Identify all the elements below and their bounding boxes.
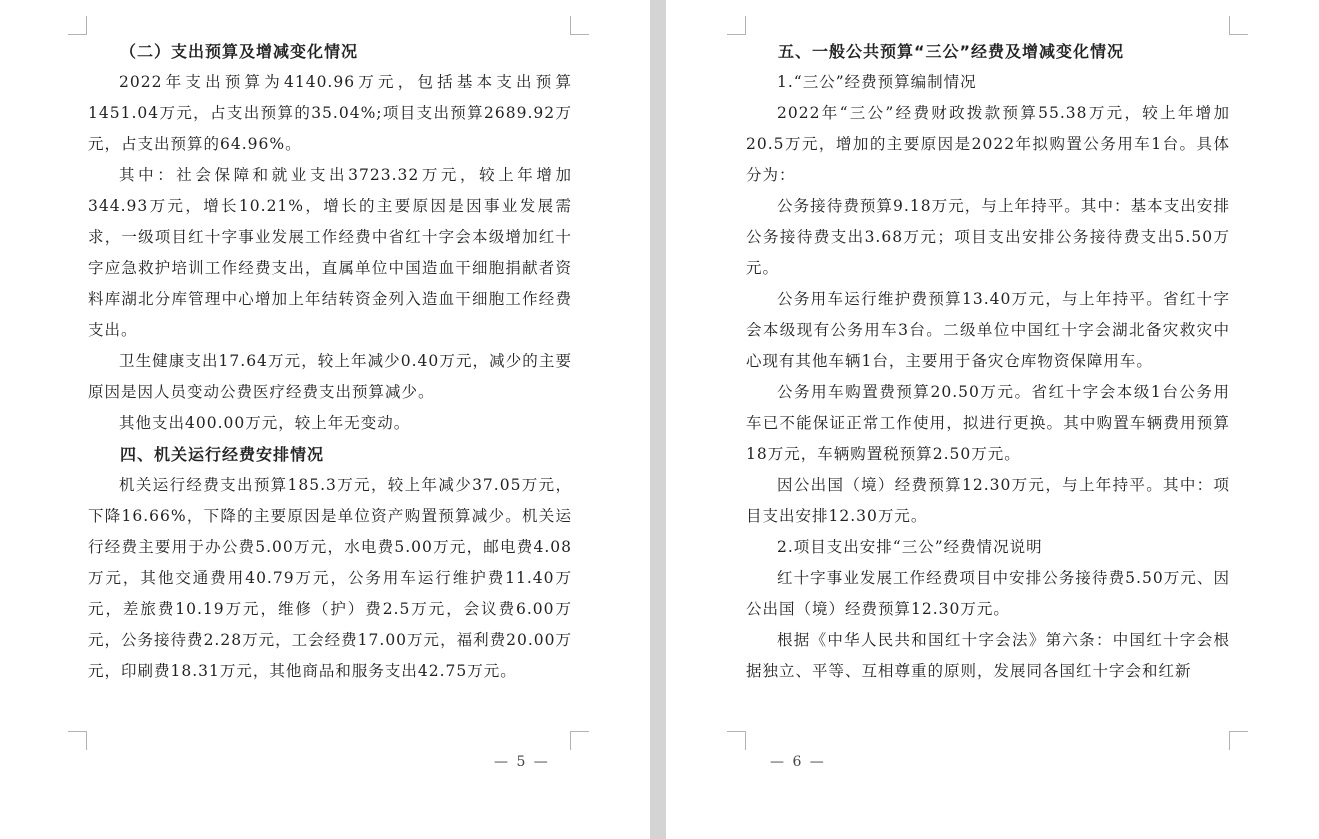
document-page-6: [666, 0, 1319, 839]
body-paragraph: 其他支出400.00万元，较上年无变动。: [119, 414, 411, 432]
body-paragraph: 公务接待费预算9.18万元，与上年持平。其中：基本支出安排公务接待费支出3.68万元；项目支出安排公务接待费支出5.50万元。: [746, 197, 1230, 277]
body-paragraph: 因公出国（境）经费预算12.30万元，与上年持平。其中：项目支出安排12.30万元。: [746, 476, 1230, 525]
section-heading: 五、一般公共预算“三公”经费及增减变化情况: [778, 42, 1125, 61]
crop-mark-bottom-right: [570, 731, 589, 750]
body-paragraph: 1.“三公”经费预算编制情况: [777, 73, 977, 91]
page-number: — 5 —: [494, 754, 550, 770]
body-paragraph: 卫生健康支出17.64万元，较上年减少0.40万元，减少的主要原因是因人员变动公费医疗经费支出预算减少。: [88, 352, 572, 401]
body-paragraph: 公务用车运行维护费预算13.40万元，与上年持平。省红十字会本级现有公务用车3台。二级单位中国红十字会湖北备灾救灾中心现有其他车辆1台，主要用于备灾仓库物资保障用车。: [746, 290, 1230, 370]
page-body: [88, 36, 572, 687]
crop-mark-top-right: [570, 16, 589, 35]
body-paragraph: 机关运行经费支出预算185.3万元，较上年减少37.05万元，下降16.66%，下降的主要原因是单位资产购置预算减少。机关运行经费主要用于办公费5.00万元，水电费5.00万元，邮电费4.08万元，其他交通费用40.79万元，公务用车运行维护费11.40万元，差旅费10.19万元，维修（护）费2.5万元，会议费6.00万元，公务接待费2.28万元，工会经费17.00万元，福利费20.00万元，印刷费18.31万元，其他商品和服务支出42.75万元。: [88, 476, 572, 680]
crop-mark-bottom-left: [68, 731, 87, 750]
body-paragraph: 2022年“三公”经费财政拨款预算55.38万元，较上年增加20.5万元，增加的主要原因是2022年拟购置公务用车1台。具体分为：: [746, 104, 1230, 184]
body-paragraph: 其中：社会保障和就业支出3723.32万元，较上年增加344.93万元，增长10.21%，增长的主要原因是因事业发展需求，一级项目红十字事业发展工作经费中省红十字会本级增加红十字应急救护培训工作经费支出，直属单位中国造血干细胞捐献者资料库湖北分库管理中心增加上年结转资金列入造血干细胞工作经费支出。: [88, 166, 572, 339]
section-heading: 四、机关运行经费安排情况: [120, 445, 325, 464]
page-number: — 6 —: [770, 754, 826, 770]
body-paragraph: 2022年支出预算为4140.96万元，包括基本支出预算1451.04万元，占支出预算的35.04%;项目支出预算2689.92万元，占支出预算的64.96%。: [88, 73, 572, 153]
crop-mark-top-left: [727, 16, 746, 35]
document-page-5: [0, 0, 650, 839]
crop-mark-bottom-left: [727, 731, 746, 750]
section-heading: （二）支出预算及增减变化情况: [120, 42, 359, 61]
page-body: [746, 36, 1230, 687]
crop-mark-bottom-right: [1229, 731, 1248, 750]
body-paragraph: 根据《中华人民共和国红十字会法》第六条：中国红十字会根据独立、平等、互相尊重的原则，发展同各国红十字会和红新: [746, 631, 1230, 680]
body-paragraph: 公务用车购置费预算20.50万元。省红十字会本级1台公务用车已不能保证正常工作使用，拟进行更换。其中购置车辆费用预算18万元，车辆购置税预算2.50万元。: [746, 383, 1230, 463]
body-paragraph: 红十字事业发展工作经费项目中安排公务接待费5.50万元、因公出国（境）经费预算12.30万元。: [746, 569, 1230, 618]
body-paragraph: 2.项目支出安排“三公”经费情况说明: [777, 538, 1043, 556]
crop-mark-top-left: [68, 16, 87, 35]
crop-mark-top-right: [1229, 16, 1248, 35]
